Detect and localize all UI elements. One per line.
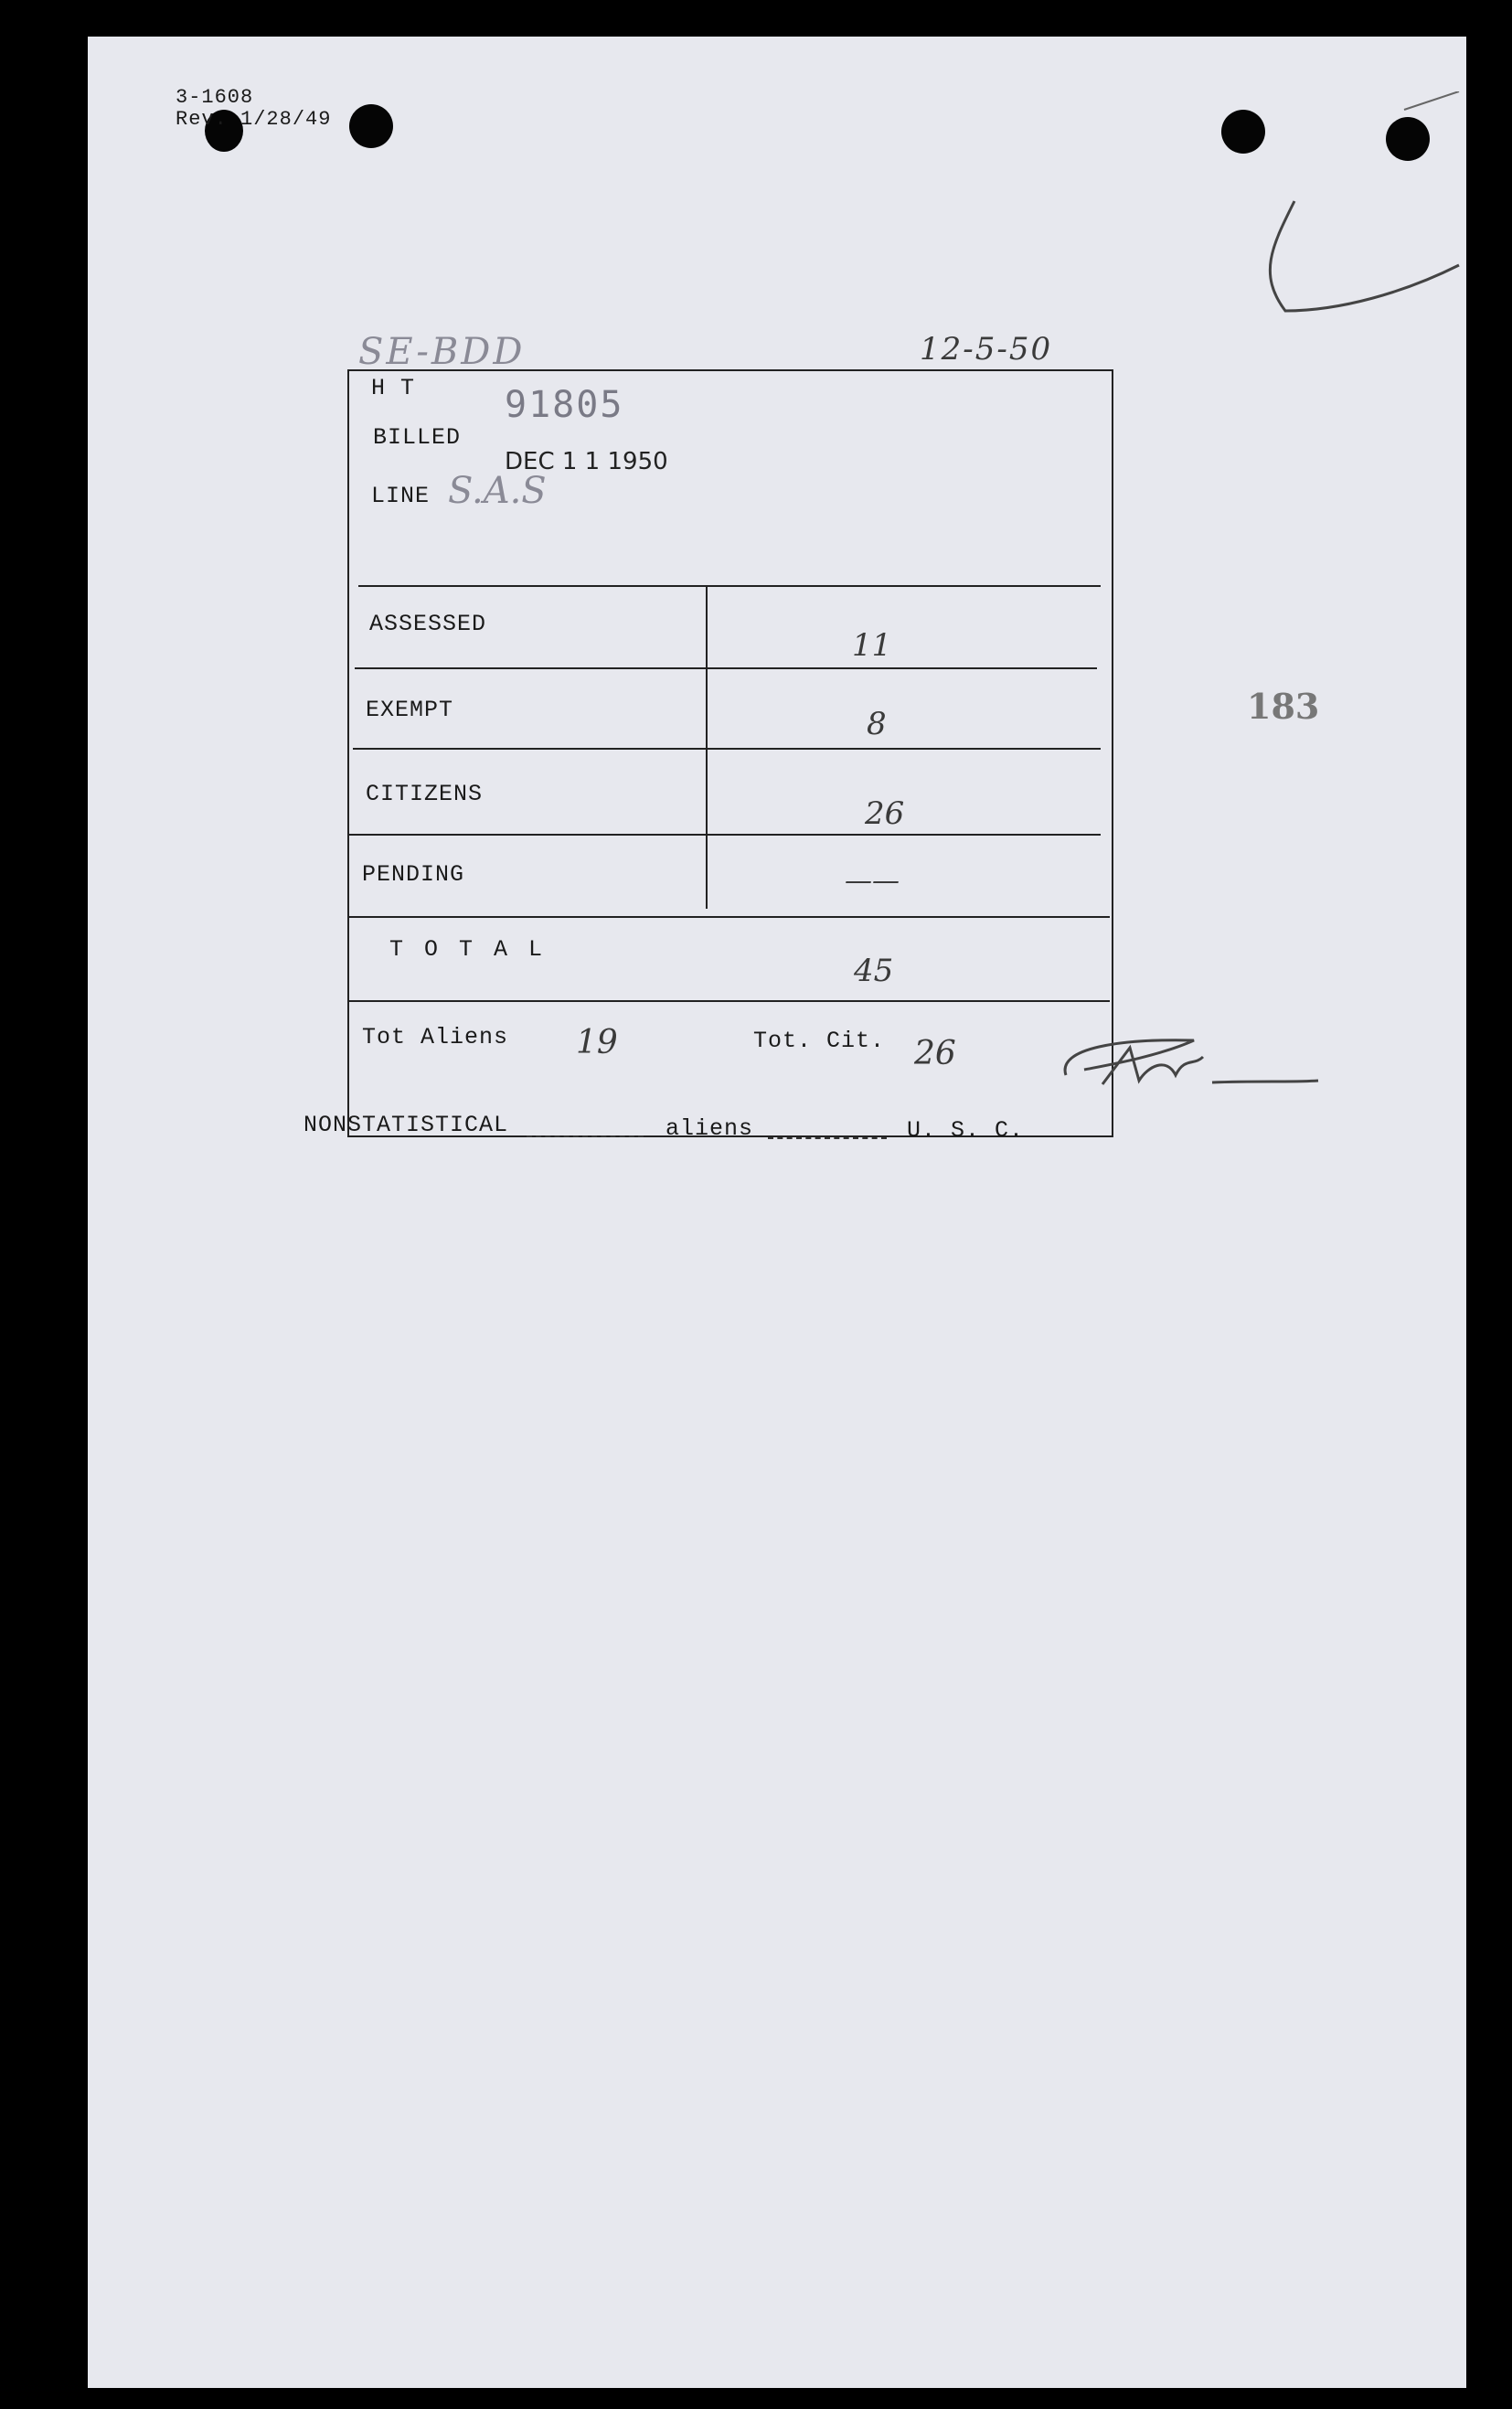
card-divider (706, 587, 708, 909)
card-rule-5 (349, 916, 1110, 918)
ht-stamp: 91805 (505, 384, 624, 426)
tot-cit-label: Tot. Cit. (753, 1028, 886, 1054)
billed-label: BILLED (373, 424, 462, 451)
row-value-assessed: 11 (852, 627, 892, 664)
handwritten-date: 12-5-50 (920, 331, 1053, 368)
row-label-pending: PENDING (362, 861, 465, 888)
tot-aliens-value: 19 (576, 1024, 618, 1061)
row-value-exempt: 8 (867, 706, 887, 742)
row-label-exempt: EXEMPT (366, 697, 454, 723)
row-label-assessed: ASSESSED (369, 611, 487, 637)
tot-cit-value: 26 (914, 1035, 956, 1072)
initials-signature (1048, 1029, 1322, 1103)
aliens-label: aliens (665, 1115, 754, 1142)
total-value: 45 (854, 953, 894, 989)
card-rule-6 (349, 1000, 1110, 1002)
ht-label: H T (371, 375, 416, 401)
form-number: 3-1608 (176, 86, 254, 109)
tot-aliens-label: Tot Aliens (362, 1024, 509, 1050)
document-page (88, 37, 1466, 2388)
card-rule-2 (355, 667, 1097, 669)
usc-label: U. S. C. (907, 1117, 1025, 1144)
row-value-pending: —— (845, 865, 900, 897)
line-label: LINE (371, 483, 431, 509)
card-rule-1 (358, 585, 1101, 587)
line-handwritten: S.A.S (448, 470, 547, 512)
card-rule-3 (353, 748, 1101, 750)
handwritten-code: SE-BDD (358, 331, 526, 373)
row-label-citizens: CITIZENS (366, 781, 484, 807)
form-revision: Rev. 1/28/49 (176, 108, 332, 131)
pencil-curve-mark (1230, 91, 1468, 329)
nonstatistical-label: NONSTATISTICAL (303, 1112, 509, 1138)
billed-date-stamp: DEC 1 1 1950 (505, 448, 668, 475)
page-number: 183 (1247, 686, 1320, 727)
row-value-citizens: 26 (865, 795, 905, 832)
aliens-blank (768, 1137, 887, 1139)
punch-hole-left-2 (349, 104, 393, 148)
total-label: T O T A L (389, 936, 547, 963)
card-rule-4 (349, 834, 1101, 836)
nonstatistical-blank (527, 1135, 644, 1137)
